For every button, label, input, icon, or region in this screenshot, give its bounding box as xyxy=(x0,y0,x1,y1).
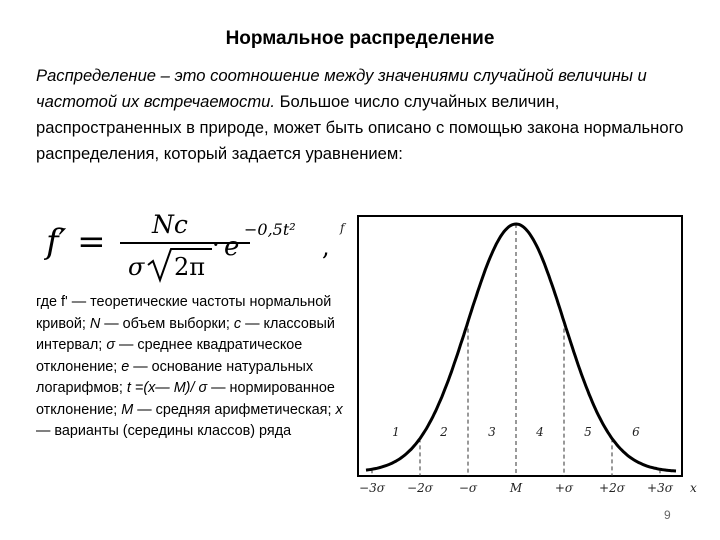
normal-curve xyxy=(366,224,676,471)
formula-description xyxy=(36,292,356,443)
description-segment: t =(x— M)/ σ xyxy=(126,380,208,396)
region-label: 5 xyxy=(584,425,592,439)
formula-lhs: f′ = xyxy=(46,222,106,262)
region-label: 6 xyxy=(632,425,640,439)
region-label: 4 xyxy=(536,425,544,439)
page-number: 9 xyxy=(664,508,671,522)
description-segment: σ xyxy=(106,337,115,353)
normal-distribution-formula xyxy=(44,205,344,285)
description-segment: — средняя арифметическая; xyxy=(133,401,336,418)
slide-title: Нормальное распределение xyxy=(225,28,495,49)
x-tick-label: −2σ xyxy=(407,481,433,495)
y-axis-label: f xyxy=(340,221,345,235)
x-tick-label: −σ xyxy=(458,481,478,495)
x-axis-label: x xyxy=(690,481,697,495)
x-tick-label: +3σ xyxy=(647,481,673,495)
description-segment: е xyxy=(121,358,130,375)
formula-comma: , xyxy=(322,233,330,261)
formula-exponent: −0,5t² xyxy=(244,220,296,239)
intro-text: Большое число случайных величин, распространенных в природе, может быть описано с помощью закона нормального распределения, который задается уравнением: xyxy=(36,92,684,163)
x-tick-label: −3σ xyxy=(359,481,385,495)
x-tick-label: M xyxy=(509,481,523,495)
x-tick-label: +σ xyxy=(554,481,574,495)
formula-dot: · xyxy=(212,231,220,259)
description-segment: — классовый интервал; xyxy=(36,315,335,353)
normal-curve-diagram xyxy=(338,210,710,506)
description-segment: М xyxy=(121,401,134,418)
region-label: 1 xyxy=(392,425,400,439)
description-segment: х xyxy=(335,401,343,418)
formula-numerator: Nc xyxy=(152,210,188,239)
formula-root-content: 2π xyxy=(174,253,206,281)
formula-exp-base: e xyxy=(224,232,240,262)
region-label: 2 xyxy=(440,425,448,439)
description-segment: N xyxy=(89,315,101,332)
description-segment: — основание натуральных логарифмов; xyxy=(36,358,314,396)
description-segment: — варианты (середины классов) ряда xyxy=(36,423,292,439)
region-label: 3 xyxy=(488,425,496,439)
description-segment: с xyxy=(233,315,242,332)
intro-paragraph xyxy=(36,63,686,167)
description-segment: — среднее квадратическое отклонение; xyxy=(36,337,303,375)
x-tick-label: +2σ xyxy=(599,481,625,495)
description-segment: где f' — теоретические частоты нормальной кривой; xyxy=(36,294,332,332)
formula-sigma: σ xyxy=(128,253,145,281)
intro-definition: Распределение – это соотношение между значениями случайной величины и частотой их встречаемости. xyxy=(36,66,647,111)
description-segment: — объем выборки; xyxy=(100,315,234,332)
description-segment: — нормированное отклонение; xyxy=(36,380,335,418)
